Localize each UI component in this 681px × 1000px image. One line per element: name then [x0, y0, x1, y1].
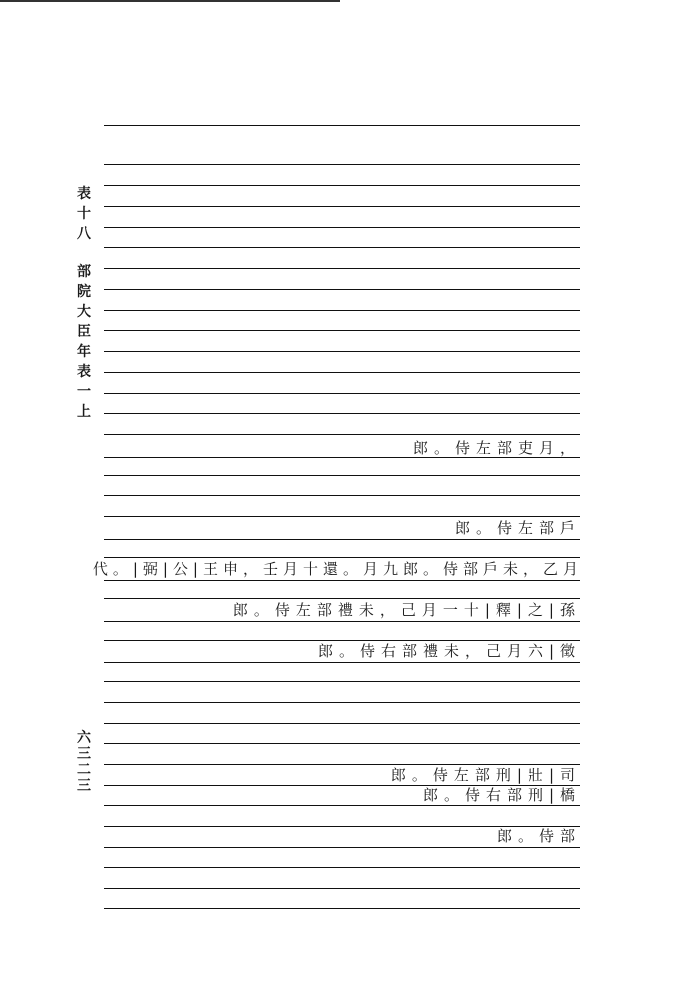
table-row: 郎。侍左部戶 [454, 519, 581, 537]
grid-rule [104, 206, 580, 207]
grid-rule [104, 867, 580, 868]
table-row: 郎。侍右部刑|橋 [422, 786, 581, 804]
grid-rule [104, 621, 580, 622]
grid-rule [104, 413, 580, 414]
page-number [72, 730, 96, 794]
side-title-char: 院 [77, 284, 91, 300]
side-title-char: 十 [77, 206, 91, 222]
side-title-char: 臣 [77, 324, 91, 340]
grid-rule [104, 268, 580, 269]
side-title-char: 八 [77, 226, 91, 242]
grid-rule [104, 185, 580, 186]
grid-rule [104, 393, 580, 394]
grid-rule [104, 580, 580, 581]
side-title [72, 184, 96, 422]
grid-rule [104, 847, 580, 848]
side-title-char: 表 [77, 364, 91, 380]
grid-rule [104, 702, 580, 703]
grid-rule [104, 289, 580, 290]
page-number-char: 三 [77, 778, 91, 794]
table-row: 郎。侍左部刑|壯|司 [390, 766, 581, 784]
grid-rule [104, 681, 580, 682]
grid-rule [104, 351, 580, 352]
side-title-char: 年 [77, 344, 91, 360]
side-title-char: 大 [77, 304, 91, 320]
grid-rule [104, 888, 580, 889]
table-row: 郎。侍左部吏月， [412, 439, 581, 457]
page-number-char: 三 [77, 746, 91, 762]
grid-rule [104, 495, 580, 496]
grid-rule [104, 227, 580, 228]
table-row: 郎。侍左部禮未，己月一十|釋|之|孫 [232, 601, 581, 619]
top-rule [0, 0, 340, 2]
grid-rule [104, 539, 580, 540]
table-row: 代。|弼|公|王申，壬月十還。月九郎。侍部戶未，乙月 [92, 560, 583, 578]
grid-rule [104, 908, 580, 909]
table-row: 郎。侍部 [496, 827, 581, 845]
side-title-char: 上 [77, 404, 91, 420]
grid-rule [104, 475, 580, 476]
table-row: 郎。侍右部禮未，己月六|徵 [317, 642, 581, 660]
grid-rule [104, 330, 580, 331]
grid-rule [104, 723, 580, 724]
side-title-char: 部 [77, 264, 91, 280]
grid-rule [104, 372, 580, 373]
side-title-char: 一 [77, 384, 91, 400]
grid-rule [104, 164, 580, 165]
grid-rule [104, 310, 580, 311]
grid-rule [104, 743, 580, 744]
grid-rule [104, 247, 580, 248]
side-title-char: 表 [77, 186, 91, 202]
page-number-char: 六 [77, 730, 91, 746]
page-number-char: 二 [77, 762, 91, 778]
grid-rule [104, 434, 580, 435]
grid-rule [104, 662, 580, 663]
grid-rule [104, 125, 580, 126]
